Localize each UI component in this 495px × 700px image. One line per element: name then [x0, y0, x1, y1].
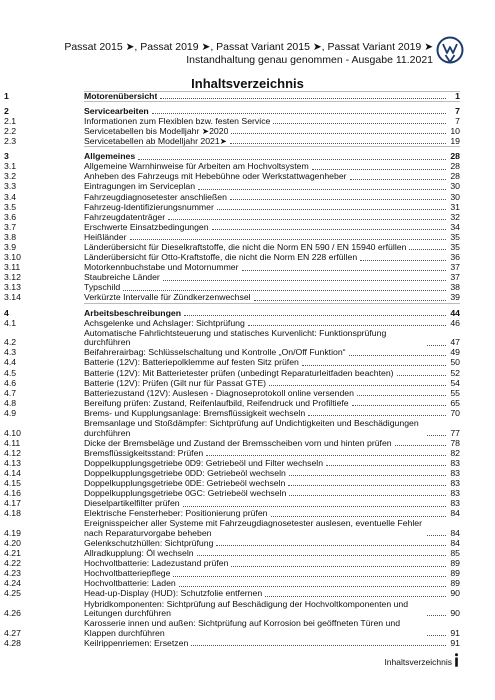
toc-entry-title: Eintragungen im Serviceplan [84, 182, 196, 192]
toc-entry-page: 32 [450, 211, 460, 222]
toc-entry-title: Automatische Fahrlichtsteuerung und statisches Kurvenlicht: Funktionsprüfung durchführen [84, 327, 387, 348]
toc-entry-title: Verkürzte Intervalle für Zündkerzenwechsel [84, 293, 251, 303]
toc-entry-page: 46 [450, 317, 460, 328]
toc-entry-number: 3.13 [4, 282, 21, 293]
toc-chapter-row[interactable] [4, 105, 460, 116]
toc-entry-title: Batterie (12V): Batteriepolklemme auf festen Sitz prüfen [84, 358, 299, 368]
toc-entry-number: 4.11 [4, 437, 21, 448]
toc-entry-number: 4.5 [4, 367, 17, 378]
toc-entry-number: 3.2 [4, 171, 17, 182]
toc-entry-page: 84 [450, 508, 460, 519]
toc-entry-number: 4.12 [4, 447, 21, 458]
toc-entry-row[interactable] [4, 367, 460, 378]
toc-entry-row[interactable] [4, 637, 460, 648]
toc-dot-leader [197, 555, 446, 556]
toc-chapter-row[interactable] [4, 90, 460, 101]
toc-dot-leader [326, 465, 446, 466]
toc-entry-page: 19 [450, 136, 460, 147]
toc-entry-title: Doppelkupplungsgetriebe 0DE: Getriebeöl wechseln [84, 478, 286, 488]
toc-entry-title: Dieselpartikelfilter prüfen [84, 499, 180, 509]
toc-entry-number: 3.8 [4, 231, 17, 242]
toc-dot-leader [231, 566, 446, 567]
toc-dot-leader [427, 435, 446, 436]
toc-entry-page: 37 [450, 272, 460, 283]
toc-dot-leader [206, 455, 446, 456]
toc-entry-row[interactable] [4, 447, 460, 458]
toc-entry-title: Fahrzeug-Identifizierungsnummer [84, 202, 214, 212]
footer-section-label: Inhaltsverzeichnis [384, 657, 452, 667]
toc-dot-leader [397, 375, 446, 376]
toc-entry-page: 77 [450, 427, 460, 438]
toc-entry-page: 1 [455, 90, 460, 101]
toc-dot-leader [231, 133, 446, 134]
toc-entry-number: 4.19 [4, 527, 21, 538]
toc-entry-row[interactable] [4, 211, 460, 222]
toc-entry-row[interactable] [4, 397, 460, 408]
page-header [0, 34, 495, 74]
toc-entry-row[interactable] [4, 115, 460, 126]
toc-entry-title: Erschwerte Einsatzbedingungen [84, 222, 209, 232]
toc-entry-row[interactable] [4, 437, 460, 448]
toc-entry-row[interactable] [4, 568, 460, 579]
toc-dot-leader [138, 159, 446, 160]
toc-dot-leader [289, 495, 446, 496]
toc-entry-row[interactable] [4, 327, 460, 348]
toc-chapter-row[interactable] [4, 307, 460, 318]
toc-dot-leader [160, 98, 446, 99]
toc-entry-page: 31 [450, 201, 460, 212]
toc-entry-page: 28 [450, 171, 460, 182]
toc-entry-page: 10 [450, 125, 460, 136]
page-footer [0, 650, 495, 680]
toc-entry-title: Dicke der Bremsbeläge und Zustand der Bremsscheiben vorn und hinten prüfen [84, 438, 392, 448]
toc-entry-page: 91 [450, 627, 460, 638]
toc-entry-row[interactable] [4, 125, 460, 136]
toc-entry-title: Doppelkupplungsgetriebe 0DD: Getriebeöl wechseln [84, 468, 286, 478]
toc-dot-leader [217, 209, 446, 210]
toc-dot-leader [349, 355, 446, 356]
toc-entry-number: 2.3 [4, 136, 17, 147]
header-edition: Instandhaltung genau genommen - Ausgabe 11.2021 [186, 54, 433, 66]
toc-entry-number: 4.22 [4, 558, 21, 569]
toc-entry-row[interactable] [4, 377, 460, 388]
toc-entry-page: 36 [450, 252, 460, 263]
toc-entry-title: Elektrische Fensterheber: Positionierung prüfen [84, 509, 268, 519]
toc-entry-row[interactable] [4, 407, 460, 418]
toc-dot-leader [212, 229, 446, 230]
toc-dot-leader [230, 199, 446, 200]
toc-entry-title: Motorkennbuchstabe und Motornummer [84, 263, 239, 273]
toc-entry-page: 83 [450, 477, 460, 488]
toc-dot-leader [308, 415, 446, 416]
toc-entry-row[interactable] [4, 508, 460, 519]
toc-dot-leader [173, 576, 446, 577]
toc-entry-number: 4.20 [4, 537, 21, 548]
toc-dot-leader [427, 615, 446, 616]
toc-entry-title: Bremsflüssigkeitsstand: Prüfen [84, 448, 204, 458]
toc-entry-page: 83 [450, 488, 460, 499]
toc-entry-title: Karosserie innen und außen: Sichtprüfung auf Korrosion bei geöffneten Türen und Klappen durchführen [84, 618, 401, 638]
toc-entry-page: 82 [450, 447, 460, 458]
toc-entry-page: 89 [450, 568, 460, 579]
toc-entry-page: 28 [450, 151, 460, 162]
toc-entry-number: 4.7 [4, 387, 17, 398]
toc-entry-number: 4.25 [4, 588, 21, 599]
toc-entry-number: 4.27 [4, 627, 21, 638]
toc-entry-page: 70 [450, 407, 460, 418]
toc-entry-number: 3.10 [4, 252, 21, 263]
toc-entry-number: 2.2 [4, 125, 17, 136]
toc-entry-page: 90 [450, 608, 460, 618]
toc-entry-page: 52 [450, 367, 460, 378]
toc-dot-leader [184, 315, 446, 316]
toc-dot-leader [242, 270, 446, 271]
toc-entry-page: 65 [450, 397, 460, 408]
toc-entry-page: 30 [450, 191, 460, 202]
toc-dot-leader [360, 260, 446, 261]
toc-entry-title: Allradkupplung: Öl wechseln [84, 549, 194, 559]
toc-entry-number: 3.6 [4, 211, 17, 222]
toc-entry-page: 38 [450, 282, 460, 293]
toc-entry-title: Brems- und Kupplungsanlage: Bremsflüssigkeit wechseln [84, 408, 306, 418]
toc-entry-page: 44 [450, 307, 460, 318]
toc-dot-leader [130, 239, 447, 240]
toc-entry-number: 3.7 [4, 221, 17, 232]
toc-entry-number: 3 [4, 151, 9, 162]
toc-entry-row[interactable] [4, 181, 460, 192]
toc-dot-leader [409, 249, 446, 250]
toc-entry-title: Hochvoltbatteriepflege [84, 569, 171, 579]
toc-entry-title: Beifahrerairbag: Schlüsselschaltung und Kontrolle „On/Off Funktion“ [84, 348, 346, 358]
toc-entry-title: Ereignisspeicher aller Systeme mit Fahrzeugdiagnosetester auslesen, eventuelle Fehler nach Reparaturvorgabe beheben [84, 518, 423, 538]
toc-entry-title: Informationen zum Flexiblen bzw. festen Service [84, 116, 271, 126]
toc-entry-title: Typschild [84, 283, 121, 293]
toc-entry-title: Bereifung prüfen: Zustand, Reifenlaufbild, Reifendruck und Profiltiefe [84, 398, 349, 408]
toc-entry-row[interactable] [4, 252, 460, 263]
toc-dot-leader [289, 475, 446, 476]
toc-entry-row[interactable] [4, 537, 460, 548]
toc-entry-title: Servicetabellen bis Modelljahr ➤2020 [84, 126, 229, 136]
page-title: Inhaltsverzeichnis [191, 76, 304, 91]
toc-entry-number: 4.16 [4, 488, 21, 499]
toc-entry-title: Batterie (12V): Mit Batterietester prüfen (unbedingt Reparaturleitfaden beachten) [84, 368, 394, 378]
toc-entry-title: Batterie (12V): Prüfen (Gilt nur für Passat GTE) [84, 378, 267, 388]
toc-entry-row[interactable] [4, 477, 460, 488]
toc-dot-leader [427, 345, 446, 346]
toc-entry-page: 55 [450, 387, 460, 398]
toc-entry-title: Fahrzeugdatenträger [84, 212, 166, 222]
toc-entry-row[interactable] [4, 347, 460, 358]
toc-entry-title: Hybridkomponenten: Sichtprüfung auf Beschädigung der Hochvoltkomponenten und Leitungen durchführen [84, 598, 409, 618]
header-models: Passat 2015 ➤, Passat 2019 ➤, Passat Variant 2015 ➤, Passat Variant 2019 ➤ [64, 41, 433, 53]
toc-dot-leader [273, 123, 446, 124]
toc-dot-leader [230, 143, 446, 144]
toc-entry-title: Hochvoltbatterie: Ladezustand prüfen [84, 559, 229, 569]
toc-entry-number: 4.10 [4, 427, 21, 438]
toc-entry-page: 7 [455, 105, 460, 116]
toc-entry-row[interactable] [4, 191, 460, 202]
toc-entry-number: 4.6 [4, 377, 17, 388]
table-of-contents [4, 90, 460, 648]
toc-dot-leader [168, 219, 446, 220]
toc-dot-leader [302, 365, 446, 366]
toc-entry-title: Servicearbeiten [84, 106, 149, 116]
toc-entry-page: 49 [450, 347, 460, 358]
toc-entry-title: Fahrzeugdiagnosetester anschließen [84, 192, 227, 202]
toc-entry-row[interactable] [4, 262, 460, 273]
toc-entry-title: Länderübersicht für Otto-Kraftstoffe, die nicht die Norm EN 228 erfüllen [84, 253, 358, 263]
toc-entry-number: 4.14 [4, 467, 21, 478]
toc-entry-title: Achsgelenke und Achslager: Sichtprüfung [84, 318, 245, 328]
toc-entry-row[interactable] [4, 488, 460, 499]
toc-entry-title: Doppelkupplungsgetriebe 0D9: Getriebeöl und Filter wechseln [84, 458, 324, 468]
toc-entry-row[interactable] [4, 221, 460, 232]
toc-entry-title: Allgemeines [84, 152, 136, 162]
toc-dot-leader [312, 169, 446, 170]
toc-entry-number: 4 [4, 307, 9, 318]
toc-entry-title: Servicetabellen ab Modelljahr 2021➤ [84, 137, 227, 147]
toc-entry-number: 3.5 [4, 201, 17, 212]
toc-entry-row[interactable] [4, 498, 460, 509]
toc-dot-leader [183, 506, 446, 507]
toc-entry-title: Batteriezustand (12V): Auslesen - Diagnoseprotokoll online versenden [84, 388, 354, 398]
toc-entry-number: 2 [4, 105, 9, 116]
toc-entry-title: Gelenkschutzhüllen: Sichtprüfung [84, 538, 214, 548]
toc-dot-leader [288, 485, 446, 486]
toc-entry-number: 1 [4, 90, 9, 101]
toc-dot-leader [427, 635, 446, 636]
toc-entry-number: 2.1 [4, 115, 17, 126]
toc-entry-number: 4.28 [4, 637, 21, 648]
toc-entry-title: Arbeitsbeschreibungen [84, 308, 182, 318]
toc-entry-page: 34 [450, 221, 460, 232]
vw-logo-icon [436, 36, 464, 64]
toc-entry-row[interactable] [4, 292, 460, 303]
toc-entry-page: 83 [450, 498, 460, 509]
toc-entry-number: 4.1 [4, 317, 17, 328]
chapter-divider [84, 146, 460, 147]
toc-dot-leader [350, 179, 446, 180]
toc-entry-title: Staubreiche Länder [84, 273, 160, 283]
toc-entry-title: Bremsanlage und Stoßdämpfer: Sichtprüfung auf Undichtigkeiten und Beschädigungen durchführen [84, 418, 419, 438]
toc-entry-row[interactable] [4, 161, 460, 172]
toc-entry-number: 4.4 [4, 357, 17, 368]
toc-entry-row[interactable] [4, 457, 460, 468]
toc-entry-page: 30 [450, 181, 460, 192]
toc-entry-row[interactable] [4, 242, 460, 252]
toc-dot-leader [123, 290, 446, 291]
toc-entry-page: 39 [450, 292, 460, 303]
toc-entry-number: 4.8 [4, 397, 17, 408]
toc-entry-row[interactable] [4, 387, 460, 398]
toc-entry-page: 89 [450, 578, 460, 589]
toc-entry-row[interactable] [4, 578, 460, 589]
toc-entry-page: 54 [450, 377, 460, 388]
chapter-divider [84, 303, 460, 304]
toc-entry-number: 4.9 [4, 407, 17, 418]
toc-dot-leader [179, 586, 446, 587]
toc-entry-page: 37 [450, 262, 460, 273]
toc-entry-number: 4.2 [4, 337, 17, 348]
toc-entry-title: Head-up-Display (HUD): Schutzfolie entfernen [84, 589, 263, 599]
toc-dot-leader [357, 395, 446, 396]
toc-entry-page: 83 [450, 457, 460, 468]
toc-entry-row[interactable] [4, 201, 460, 212]
toc-entry-page: 28 [450, 161, 460, 172]
toc-entry-row[interactable] [4, 418, 460, 438]
toc-entry-row[interactable] [4, 282, 460, 293]
toc-dot-leader [265, 596, 446, 597]
toc-entry-number: 3.1 [4, 161, 17, 172]
toc-entry-row[interactable] [4, 357, 460, 368]
toc-dot-leader [191, 645, 446, 646]
toc-entry-number: 4.15 [4, 477, 21, 488]
toc-entry-number: 3.9 [4, 242, 17, 252]
toc-entry-page: 78 [450, 437, 460, 448]
toc-entry-number: 4.26 [4, 608, 21, 618]
toc-entry-number: 3.11 [4, 262, 21, 273]
toc-entry-page: 90 [450, 588, 460, 599]
toc-entry-number: 3.12 [4, 272, 21, 283]
toc-entry-page: 50 [450, 357, 460, 368]
toc-entry-page: 91 [450, 637, 460, 648]
toc-dot-leader [427, 535, 446, 536]
toc-entry-row[interactable] [4, 231, 460, 242]
toc-entry-number: 4.24 [4, 578, 21, 589]
toc-entry-row[interactable] [4, 558, 460, 569]
toc-entry-title: Allgemeine Warnhinweise für Arbeiten am Hochvoltsystem [84, 162, 309, 172]
toc-entry-row[interactable] [4, 467, 460, 478]
toc-entry-row[interactable] [4, 272, 460, 283]
toc-entry-page: 84 [450, 527, 460, 538]
toc-entry-title: Motorenübersicht [84, 91, 158, 101]
toc-entry-title: Anheben des Fahrzeugs mit Hebebühne oder Werkstattwagenheber [84, 172, 347, 182]
chapter-divider [84, 101, 460, 102]
toc-entry-row[interactable] [4, 171, 460, 182]
toc-entry-title: Hochvoltbatterie: Laden [84, 579, 176, 589]
toc-entry-number: 4.18 [4, 508, 21, 519]
toc-entry-row[interactable] [4, 618, 460, 638]
toc-entry-row[interactable] [4, 548, 460, 559]
toc-dot-leader [216, 545, 446, 546]
toc-entry-number: 4.13 [4, 457, 21, 468]
toc-dot-leader [248, 325, 446, 326]
toc-entry-page: 35 [450, 231, 460, 242]
toc-entry-page: 35 [450, 242, 460, 252]
toc-dot-leader [163, 280, 446, 281]
toc-entry-page: 89 [450, 558, 460, 569]
toc-entry-row[interactable] [4, 317, 460, 328]
toc-entry-number: 3.4 [4, 191, 17, 202]
toc-entry-page: 84 [450, 537, 460, 548]
toc-dot-leader [271, 516, 446, 517]
toc-entry-title: Heißländer [84, 232, 127, 242]
toc-entry-page: 83 [450, 467, 460, 478]
toc-entry-number: 4.3 [4, 347, 17, 358]
toc-entry-page: 85 [450, 548, 460, 559]
toc-entry-page: 7 [455, 115, 460, 126]
toc-entry-number: 4.23 [4, 568, 21, 579]
toc-entry-number: 3.3 [4, 181, 17, 192]
toc-entry-row[interactable] [4, 598, 460, 619]
toc-entry-row[interactable] [4, 588, 460, 599]
toc-chapter-row[interactable] [4, 151, 460, 162]
toc-entry-title: Doppelkupplungsgetriebe 0GC: Getriebeöl wechseln [84, 489, 287, 499]
info-icon [454, 653, 459, 667]
toc-entry-row[interactable] [4, 518, 460, 539]
toc-entry-page: 47 [450, 337, 460, 348]
toc-entry-number: 4.17 [4, 498, 21, 509]
toc-entry-title: Keilrippenriemen: Ersetzen [84, 638, 189, 648]
toc-entry-number: 3.14 [4, 292, 21, 303]
toc-dot-leader [152, 113, 446, 114]
toc-dot-leader [198, 189, 446, 190]
toc-dot-leader [352, 405, 446, 406]
toc-dot-leader [254, 300, 446, 301]
toc-dot-leader [269, 385, 446, 386]
toc-entry-number: 4.21 [4, 548, 21, 559]
toc-dot-leader [395, 445, 446, 446]
toc-entry-row[interactable] [4, 136, 460, 147]
toc-entry-title: Länderübersicht für Dieselkraftstoffe, die nicht die Norm EN 590 / EN 15940 erfüllen [84, 243, 407, 252]
